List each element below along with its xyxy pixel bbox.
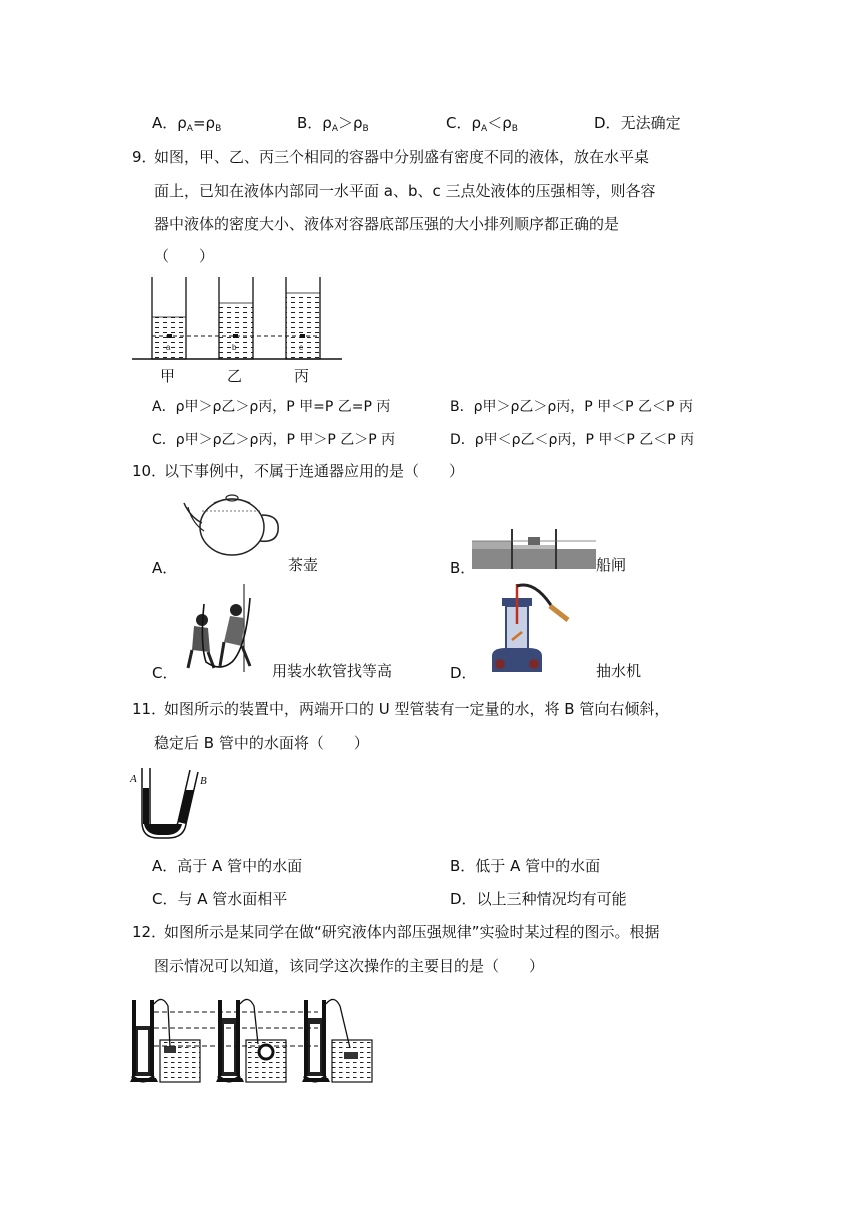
q9-line4: （ ） xyxy=(154,247,215,265)
q9-line2: 面上，已知在液体内部同一水平面 a、b、c 三点处液体的压强相等，则各容 xyxy=(154,182,656,200)
q11-number: 11． xyxy=(132,700,167,718)
point-label-c: c xyxy=(299,343,303,352)
q8-option-c: C．$\rho_A<\rho_B$ xyxy=(446,114,518,134)
q9-label-yi: 乙 xyxy=(227,367,243,385)
q8-option-b: B．$\rho_A>\rho_B$ xyxy=(297,114,369,134)
water-pump-image xyxy=(476,580,572,676)
q8-option-a: A．$\rho_A=\rho_B$ xyxy=(152,114,222,134)
q10-option-d-text: 抽水机 xyxy=(596,662,642,680)
teapot-image xyxy=(180,487,285,559)
q10-number: 10． xyxy=(132,462,167,480)
q8-option-d: D．无法确定 xyxy=(594,114,681,132)
ship-lock-image xyxy=(472,523,596,571)
manometer-figure xyxy=(128,990,384,1086)
u-tube-figure xyxy=(128,764,220,842)
q10-option-c-text: 用装水软管找等高 xyxy=(272,662,393,680)
q12-line1: 如图所示是某同学在做“研究液体内部压强规律”实验时某过程的图示。根据 xyxy=(164,923,660,941)
tube-label-a: A xyxy=(130,773,137,785)
q10-line1: 以下事例中，不属于连通器应用的是（ ） xyxy=(164,462,465,480)
q9-label-bing: 丙 xyxy=(294,367,310,385)
q9-line1: 如图，甲、乙、丙三个相同的容器中分别盛有密度不同的液体，放在水平桌 xyxy=(154,148,650,166)
q11-line1: 如图所示的装置中，两端开口的 U 型管装有一定量的水，将 B 管向右倾斜， xyxy=(164,700,670,718)
q10-option-d-letter: D． xyxy=(450,664,477,682)
q11-option-a: A．高于 A 管中的水面 xyxy=(152,857,303,875)
q12-number: 12． xyxy=(132,923,167,941)
q10-option-c-letter: C． xyxy=(152,664,178,682)
q9-option-a: A．ρ甲＞ρ乙＞ρ丙，P 甲=P 乙=P 丙 xyxy=(152,399,391,415)
point-label-a: a xyxy=(166,343,171,352)
q9-option-d: D．ρ甲＜ρ乙＜ρ丙，P 甲＜P 乙＜P 丙 xyxy=(450,432,695,448)
q11-line2: 稳定后 B 管中的水面将（ ） xyxy=(154,734,369,752)
point-label-b: b xyxy=(232,343,237,352)
q10-option-b-letter: B． xyxy=(450,559,476,577)
q10-option-a-letter: A． xyxy=(152,559,178,577)
q9-line3: 器中液体的密度大小、液体对容器底部压强的大小排列顺序都正确的是 xyxy=(154,215,620,233)
q9-label-jia: 甲 xyxy=(160,367,176,385)
q11-option-d: D．以上三种情况均有可能 xyxy=(450,890,627,908)
q10-option-a-text: 茶壶 xyxy=(288,556,319,574)
q9-number: 9． xyxy=(132,148,157,166)
q11-option-c: C．与 A 管水面相平 xyxy=(152,890,288,908)
q12-line2: 图示情况可以知道，该同学这次操作的主要目的是（ ） xyxy=(154,957,545,975)
q9-option-c: C．ρ甲＞ρ乙＞ρ丙，P 甲＞P 乙＞P 丙 xyxy=(152,432,396,448)
hose-leveling-image xyxy=(180,584,272,674)
q11-option-b: B．低于 A 管中的水面 xyxy=(450,857,601,875)
q9-option-b: B．ρ甲＞ρ乙＞ρ丙，P 甲＜P 乙＜P 丙 xyxy=(450,399,693,415)
q10-option-b-text: 船闸 xyxy=(596,556,627,574)
q9-figure xyxy=(130,275,350,365)
tube-label-b: B xyxy=(200,775,207,787)
